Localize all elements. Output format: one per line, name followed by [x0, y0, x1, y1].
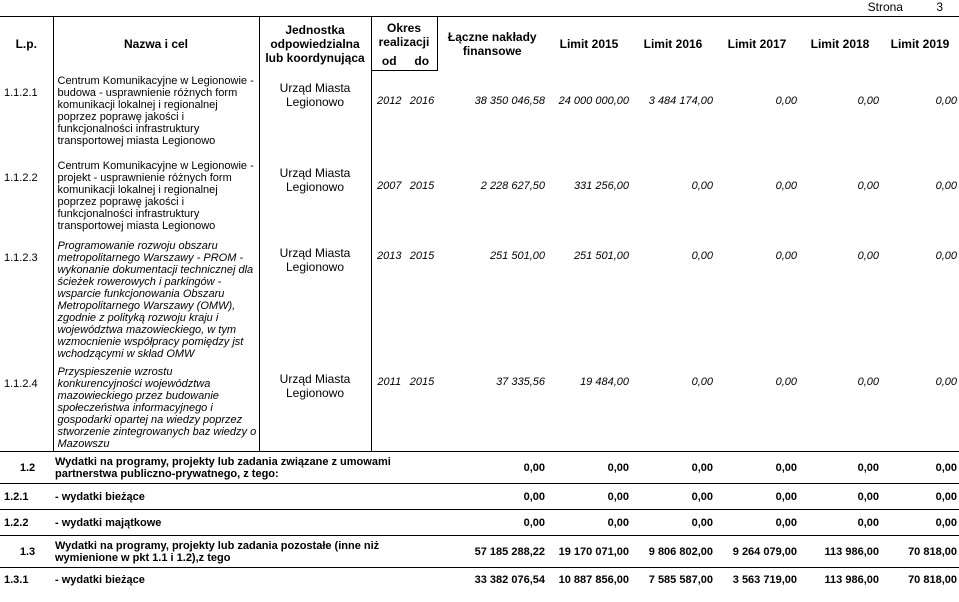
- summary-limit-2018: 113 986,00: [799, 568, 881, 592]
- header-limit-2015: Limit 2015: [547, 17, 631, 71]
- summary-limit-2017: 0,00: [715, 452, 799, 484]
- row-to: 2015: [409, 179, 435, 192]
- header-lp: L.p.: [0, 17, 53, 71]
- row-total: 251 501,00: [489, 249, 545, 262]
- row-from: 2012: [377, 95, 402, 107]
- row-limit-2018: 0,00: [857, 375, 879, 388]
- row-name: Centrum Komunikacyjne w Legionowie - budowa - usprawnienie różnych form komunikacji lokalnej i regionalnej poprzez poprawę jakości i funkcjonalności infrastruktury transportowej miasta Legionowo: [53, 71, 259, 156]
- row-total: 2 228 627,50: [480, 179, 545, 192]
- header-limit-2016: Limit 2016: [631, 17, 715, 71]
- row-total: 38 350 046,58: [474, 94, 545, 107]
- summary-total: 57 185 288,22: [437, 536, 547, 568]
- summary-limit-2018: 0,00: [799, 452, 881, 484]
- summary-limit-2017: 0,00: [715, 484, 799, 510]
- header-from: od: [371, 53, 407, 71]
- summary-total: 0,00: [437, 452, 547, 484]
- row-limit-2019: 0,00: [935, 179, 957, 192]
- summary-lp: 1.2.2: [0, 510, 53, 536]
- summary-row: [0, 536, 959, 568]
- row-limit-2019: 0,00: [935, 249, 957, 262]
- header-total: Łączne nakłady finansowe: [437, 17, 547, 71]
- header-name: Nazwa i cel: [53, 17, 259, 71]
- header-to: do: [407, 53, 437, 71]
- row-limit-2017: 0,00: [775, 94, 797, 107]
- row-unit: Urząd Miasta Legionowo: [259, 156, 371, 236]
- row-limit-2015: 251 501,00: [573, 249, 629, 262]
- row-limit-2017: 0,00: [775, 375, 797, 388]
- row-total: 37 335,56: [496, 375, 545, 388]
- summary-limit-2016: 7 585 587,00: [631, 568, 715, 592]
- summary-limit-2018: 113 986,00: [799, 536, 881, 568]
- row-limit-2016: 0,00: [691, 179, 713, 192]
- table-row: [0, 71, 959, 156]
- summary-limit-2019: 70 818,00: [881, 568, 959, 592]
- row-limit-2017: 0,00: [775, 179, 797, 192]
- summary-limit-2015: 0,00: [547, 452, 631, 484]
- summary-row: [0, 484, 959, 510]
- page-header: [868, 0, 943, 14]
- summary-limit-2016: 9 806 802,00: [631, 536, 715, 568]
- row-from: 2013: [377, 249, 402, 262]
- summary-limit-2015: 19 170 071,00: [547, 536, 631, 568]
- row-limit-2018: 0,00: [857, 94, 879, 107]
- row-limit-2019: 0,00: [935, 94, 957, 107]
- summary-name: - wydatki majątkowe: [53, 510, 437, 536]
- row-name: Programowanie rozwoju obszaru metropolitarnego Warszawy - PROM - wykonanie dokumentacji technicznej dla ścieżek rowerowych i parkingów - wsparcie funkcjonowania Obszaru Metropolitarnego Warszawy (OMW), zgodnie z polityką rozwoju kraju i województwa mazowieckiego, w tym wzmocnienie współpracy pomiędzy jst wchodzącymi w skład OMW: [53, 236, 259, 362]
- page-number: 3: [936, 0, 943, 14]
- summary-limit-2019: 0,00: [881, 484, 959, 510]
- summary-limit-2015: 0,00: [547, 484, 631, 510]
- row-from: 2011: [377, 375, 402, 388]
- header-limit-2019: Limit 2019: [881, 17, 959, 71]
- summary-lp: 1.2.1: [0, 484, 53, 510]
- header-unit: Jednostka odpowiedzialna lub koordynująca: [259, 17, 371, 71]
- row-unit: Urząd Miasta Legionowo: [259, 236, 371, 362]
- summary-limit-2016: 0,00: [631, 510, 715, 536]
- summary-name: Wydatki na programy, projekty lub zadania pozostałe (inne niż wymienione w pkt 1.1 i 1.2),z tego: [53, 536, 437, 568]
- row-limit-2017: 0,00: [775, 249, 797, 262]
- row-lp: 1.1.2.4: [0, 362, 53, 452]
- summary-name: Wydatki na programy, projekty lub zadania związane z umowami partnerstwa publiczno-prywatnego, z tego:: [53, 452, 437, 484]
- summary-name: - wydatki bieżące: [53, 568, 437, 592]
- summary-total: 0,00: [437, 484, 547, 510]
- summary-limit-2018: 0,00: [799, 510, 881, 536]
- table-header: [0, 17, 959, 71]
- header-limit-2017: Limit 2017: [715, 17, 799, 71]
- row-unit: Urząd Miasta Legionowo: [259, 362, 371, 452]
- row-limit-2016: 0,00: [691, 249, 713, 262]
- header-limit-2018: Limit 2018: [799, 17, 881, 71]
- row-limit-2018: 0,00: [857, 249, 879, 262]
- summary-limit-2019: 0,00: [881, 510, 959, 536]
- summary-limit-2018: 0,00: [799, 484, 881, 510]
- row-lp: 1.1.2.2: [0, 156, 53, 236]
- row-limit-2015: 331 256,00: [573, 179, 629, 192]
- summary-lp: 1.3: [0, 536, 53, 568]
- row-limit-2015: 24 000 000,00: [558, 94, 629, 107]
- row-to: 2015: [409, 375, 435, 388]
- row-lp: 1.1.2.3: [0, 236, 53, 362]
- table-row: [0, 156, 959, 236]
- row-limit-2016: 0,00: [691, 375, 713, 388]
- summary-total: 33 382 076,54: [437, 568, 547, 592]
- summary-row: [0, 568, 959, 592]
- table-row: [0, 236, 959, 362]
- row-to: 2015: [409, 249, 435, 262]
- summary-lp: 1.2: [0, 452, 53, 484]
- summary-total: 0,00: [437, 510, 547, 536]
- summary-limit-2017: 3 563 719,00: [715, 568, 799, 592]
- row-limit-2019: 0,00: [935, 375, 957, 388]
- summary-name: - wydatki bieżące: [53, 484, 437, 510]
- wpf-table: [0, 16, 959, 592]
- row-name: Centrum Komunikacyjne w Legionowie - projekt - usprawnienie różnych form komunikacji lokalnej i regionalnej poprzez poprawę jakości i funkcjonalności infrastruktury transportowej miasta Legionowo: [53, 156, 259, 236]
- table-row: [0, 362, 959, 452]
- row-to: 2016: [409, 95, 435, 107]
- row-lp: 1.1.2.1: [0, 71, 53, 156]
- header-period: Okres realizacji: [371, 17, 437, 53]
- summary-limit-2015: 0,00: [547, 510, 631, 536]
- row-limit-2015: 19 484,00: [580, 375, 629, 388]
- summary-limit-2019: 0,00: [881, 452, 959, 484]
- summary-limit-2019: 70 818,00: [881, 536, 959, 568]
- summary-lp: 1.3.1: [0, 568, 53, 592]
- row-name: Przyspieszenie wzrostu konkurencyjności województwa mazowieckiego przez budowanie społeczeństwa informacyjnego i gospodarki opartej na wiedzy poprzez stworzenie zintegrowanych baz wiedzy o Mazowszu: [53, 362, 259, 452]
- row-limit-2016: 3 484 174,00: [648, 94, 713, 107]
- summary-limit-2017: 9 264 079,00: [715, 536, 799, 568]
- summary-row: [0, 452, 959, 484]
- summary-row: [0, 510, 959, 536]
- summary-limit-2017: 0,00: [715, 510, 799, 536]
- summary-limit-2015: 10 887 856,00: [547, 568, 631, 592]
- row-unit: Urząd Miasta Legionowo: [259, 71, 371, 156]
- summary-limit-2016: 0,00: [631, 452, 715, 484]
- page-label: Strona: [867, 0, 903, 14]
- row-from: 2007: [377, 179, 402, 192]
- summary-limit-2016: 0,00: [631, 484, 715, 510]
- row-limit-2018: 0,00: [857, 179, 879, 192]
